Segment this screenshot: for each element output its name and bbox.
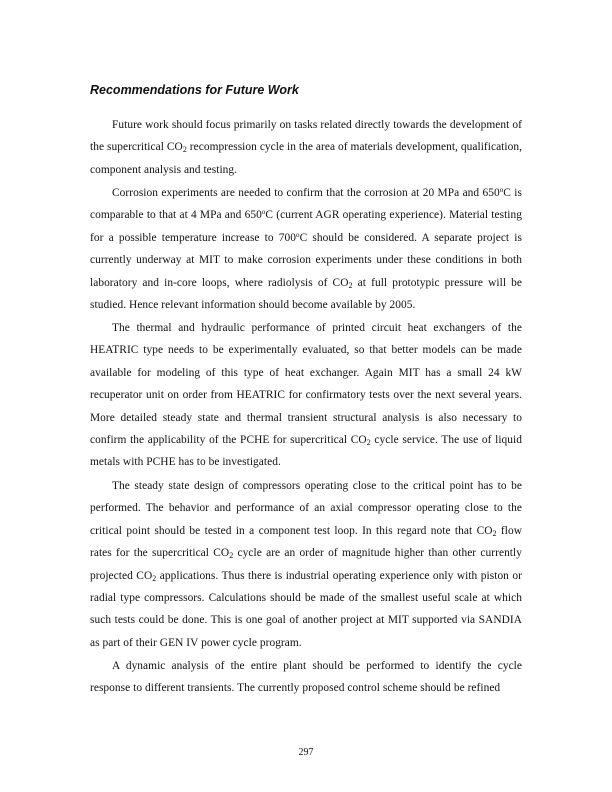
page-number: 297: [298, 747, 314, 758]
paragraph-future-work: Future work should focus primarily on tasks related directly towards the development of the supercritical $CO_2$ recompression cycle in the area of materials development, qualification, component analysis and testing.: [90, 119, 523, 176]
subscript: 2: [182, 145, 187, 155]
subscript: 2: [492, 528, 497, 538]
subscript: 2: [229, 551, 234, 561]
subscript: 2: [366, 438, 371, 448]
paragraph-corrosion: Corrosion experiments are needed to confirm that the corrosion at 20 MPa and 650$^o$C is comparable to that at 4 MPa and 650$^o$C (current AGR operating experience). Material testing for a possible temperature increase to 700$^o$C should be considered. A separate project is currently underway at MIT to make corrosion experiments under these conditions in both laboratory and in-core loops, where radiolysis of $CO_2$ at full prototypic pressure will be studied. Hence relevant information should become available by 2005.: [90, 186, 523, 312]
superscript-degree: o: [296, 230, 300, 239]
paragraph-compressors: The steady state design of compressors operating close to the critical point has to be performed. The behavior and performance of an axial compressor operating close to the critical point should be tested in a component test loop. In this regard note that $CO_2$ flow rates for the supercritical $CO_2$ cycle are an order of magnitude higher than other currently projected $CO_2$ applications. Thus there is industrial operating experience only with piston or radial type compressors. Calculations should be made of the smallest useful scale at which such tests could be done. This is one goal of another project at MIT supported via SANDIA as part of their GEN IV power cycle program.: [90, 480, 522, 649]
superscript-degree: o: [499, 186, 504, 194]
paragraph-dynamic-analysis: A dynamic analysis of the entire plant should be performed to identify the cycle response to different transients. The currently proposed control scheme should be refined: [90, 660, 522, 695]
paragraph-heat-exchangers: The thermal and hydraulic performance of printed circuit heat exchangers of the HEATRIC type needs to be experimentally evaluated, so that better models can be made available for modeling of this type of heat exchanger. Again MIT has a small 24 kW recuperator unit on order from HEATRIC for confirmatory tests over the next several years. More detailed steady state and thermal transient structural analysis is also necessary to confirm the applicability of the PCHE for supercritical $CO_2$ cycle service. The use of liquid metals with PCHE has to be investigated.: [90, 322, 522, 469]
subscript: 2: [348, 280, 353, 290]
subscript: 2: [152, 573, 157, 583]
section-heading: Recommendations for Future Work: [90, 83, 299, 97]
superscript-degree: o: [261, 208, 266, 217]
